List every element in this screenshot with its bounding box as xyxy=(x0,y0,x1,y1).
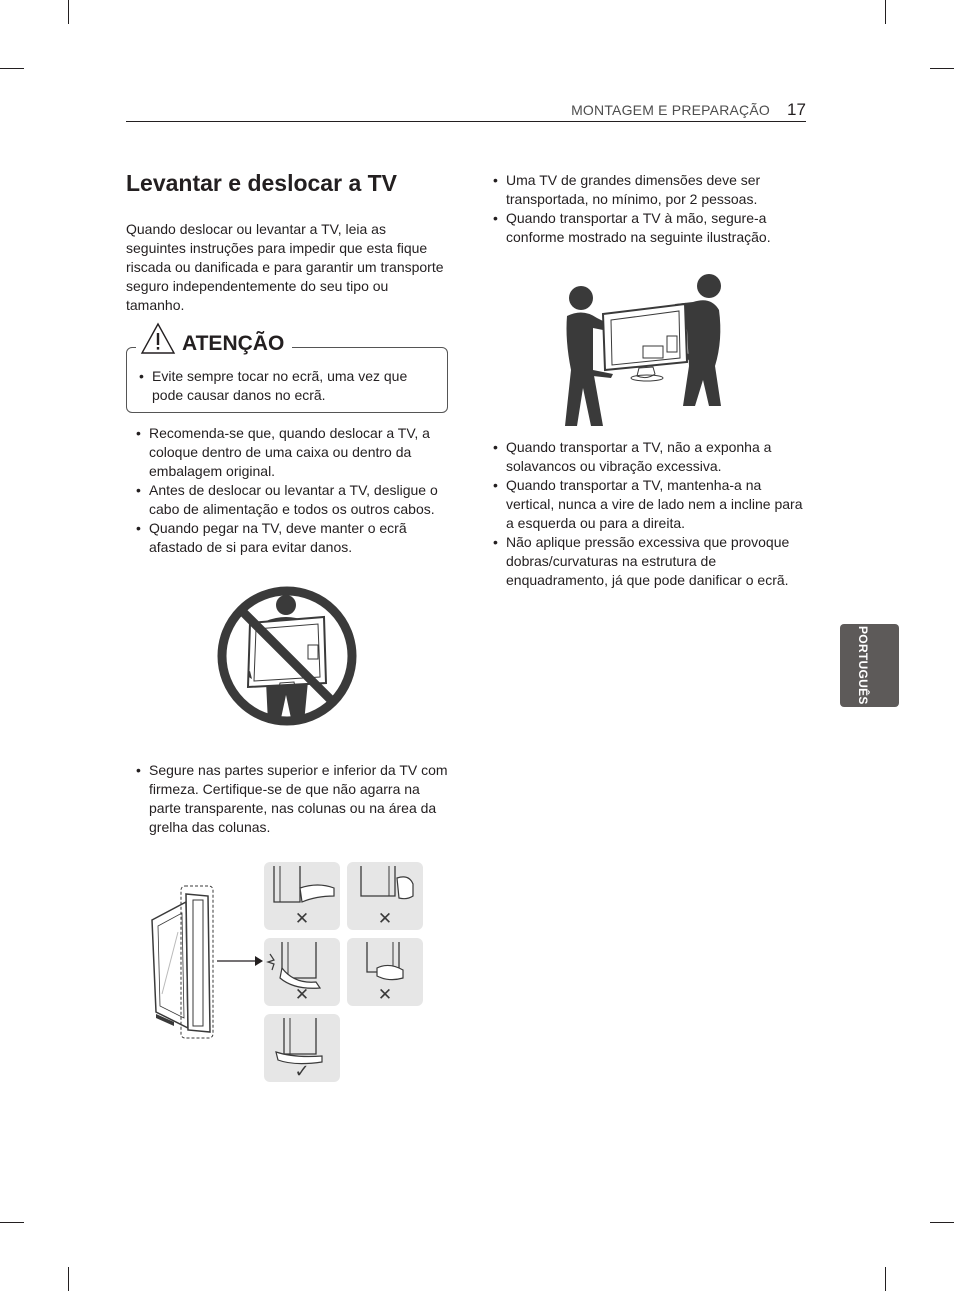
crop-mark xyxy=(885,0,886,24)
list-item: • Quando transportar a TV, mantenha-a na vertical, nunca a vire de lado nem a incline para a esquerda ou para a direita. xyxy=(493,476,803,533)
crop-mark xyxy=(68,1267,69,1291)
page-title: Levantar e deslocar a TV xyxy=(126,170,398,196)
page-number: 17 xyxy=(787,100,806,119)
warning-icon xyxy=(140,322,176,356)
prohibited-carry-illustration xyxy=(214,583,360,729)
crop-mark xyxy=(930,68,954,69)
attention-heading xyxy=(136,322,292,356)
grip-mark: ✕ xyxy=(294,985,310,1005)
arrow-icon xyxy=(217,955,263,967)
header-divider xyxy=(126,121,806,122)
grip-panel xyxy=(347,862,423,930)
move-tips-list xyxy=(136,424,448,557)
grip-mark: ✕ xyxy=(377,909,393,929)
two-person-carry-illustration xyxy=(563,270,723,430)
list-item: • Quando transportar a TV à mão, segure-a conforme mostrado na seguinte ilustração. xyxy=(493,209,793,247)
crop-mark xyxy=(930,1222,954,1223)
attention-title: ATENÇÃO xyxy=(182,332,285,355)
crop-mark xyxy=(885,1267,886,1291)
grip-panel xyxy=(347,938,423,1006)
grip-panel xyxy=(264,862,340,930)
list-item: • Segure nas partes superior e inferior da TV com firmeza. Certifique-se de que não agarra na parte transparente, nas colunas ou na área da grelha das colunas. xyxy=(136,761,448,837)
tv-side-view-illustration xyxy=(148,884,218,1040)
list-item: • Recomenda-se que, quando deslocar a TV, a coloque dentro de uma caixa ou dentro da embalagem original. xyxy=(136,424,448,481)
attention-list xyxy=(139,367,435,405)
grip-tips-list xyxy=(136,761,448,837)
list-item: • Quando pegar na TV, deve manter o ecrã afastado de si para evitar danos. xyxy=(136,519,448,557)
list-item: • Antes de deslocar ou levantar a TV, desligue o cabo de alimentação e todos os outros cabos. xyxy=(136,481,448,519)
grip-panel xyxy=(264,938,340,1006)
list-item: • Uma TV de grandes dimensões deve ser transportada, no mínimo, por 2 pessoas. xyxy=(493,171,793,209)
grip-panel xyxy=(264,1014,340,1082)
list-item: • Quando transportar a TV, não a exponha a solavancos ou vibração excessiva. xyxy=(493,438,803,476)
grip-mark: ✕ xyxy=(377,985,393,1005)
intro-paragraph: Quando deslocar ou levantar a TV, leia as seguintes instruções para impedir que esta fique riscada ou danificada e para garantir um transporte seguro independentemente do seu tipo ou tamanho. xyxy=(126,221,444,313)
grip-mark: ✓ xyxy=(294,1061,310,1082)
crop-mark xyxy=(68,0,69,24)
transport-tips-list xyxy=(493,438,803,590)
grip-mark: ✕ xyxy=(294,909,310,929)
carry-tips-list xyxy=(493,171,793,247)
language-tab-label: PORTUGUÊS xyxy=(856,626,870,705)
attention-item: • Evite sempre tocar no ecrã, uma vez que pode causar danos no ecrã. xyxy=(139,367,435,405)
section-header: MONTAGEM E PREPARAÇÃO xyxy=(571,102,770,118)
list-item: • Não aplique pressão excessiva que provoque dobras/curvaturas na estrutura de enquadramento, já que pode danificar o ecrã. xyxy=(493,533,803,590)
crop-mark xyxy=(0,68,24,69)
crop-mark xyxy=(0,1222,24,1223)
